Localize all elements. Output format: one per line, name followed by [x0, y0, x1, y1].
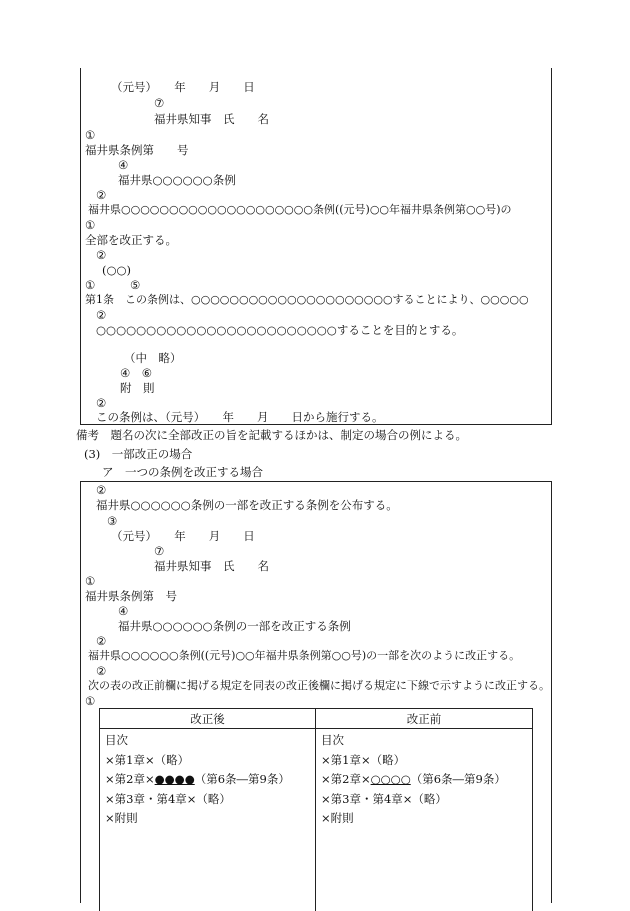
box2-mark-2a: ②	[96, 483, 106, 497]
after-supplementary: ×附則	[105, 809, 315, 829]
box1-mark-2d: ②	[96, 396, 106, 410]
box2-right-border	[551, 481, 552, 903]
box2-ordinance-title: 福井県○○○○○○条例の一部を改正する条例	[118, 619, 351, 633]
before-chapter-2	[321, 770, 532, 790]
after-chapter-2-prefix: ×第2章×	[105, 772, 155, 786]
box1-supplementary-heading: 附 則	[120, 381, 155, 395]
box1-article1-line2: ○○○○○○○○○○○○○○○○○○○○○○○○することを目的とする。	[96, 323, 463, 337]
box1-left-border	[80, 68, 81, 424]
box2-mark-3: ③	[107, 514, 117, 528]
revision-comparison-table	[99, 708, 533, 911]
header-before-revision: 改正前	[316, 709, 533, 729]
box1-mark-2a: ②	[96, 188, 106, 202]
box1-mark-7: ⑦	[154, 96, 164, 110]
box1-mark-1c: ①	[85, 278, 95, 292]
after-chapter-2-suffix: （第6条―第9条）	[195, 772, 290, 786]
box1-article-caption: (○○)	[102, 263, 131, 277]
box1-mark-4: ④	[118, 158, 128, 172]
box1-mark-4-6: ④ ⑥	[120, 366, 152, 380]
box1-governor-name: 福井県知事 氏 名	[154, 112, 269, 126]
after-chapter-2-underlined-title: ●●●●	[155, 772, 195, 786]
box2-mark-1a: ①	[85, 574, 95, 588]
before-chapter-3-4: ×第3章・第4章×（略）	[321, 790, 532, 810]
box1-ordinance-number: 福井県条例第 号	[85, 143, 189, 157]
box1-ordinance-title: 福井県○○○○○○条例	[118, 173, 236, 187]
box1-mark-1b: ①	[85, 218, 95, 232]
box1-bottom-border	[80, 424, 552, 425]
before-chapter-1: ×第1章×（略）	[321, 751, 532, 771]
box2-mark-2c: ②	[96, 664, 106, 678]
table-body-row	[100, 729, 533, 911]
before-revision-column	[316, 729, 533, 911]
section-3a-heading: ア 一つの条例を改正する場合	[102, 465, 263, 479]
box2-mark-7: ⑦	[154, 544, 164, 558]
before-chapter-2-prefix: ×第2章×	[321, 772, 371, 786]
box2-era-line: （元号） 年 月 日	[111, 529, 255, 543]
box1-mark-2c: ②	[96, 308, 106, 322]
after-toc: 目次	[105, 731, 315, 751]
box1-right-border	[551, 68, 552, 424]
box1-mark-1a: ①	[85, 128, 95, 142]
box2-partial-revision-line: 福井県○○○○○○条例((元号)○○年福井県条例第○○号)の一部を次のように改正する。	[88, 649, 520, 663]
box2-left-border	[80, 481, 81, 903]
before-supplementary: ×附則	[321, 809, 532, 829]
header-after-revision: 改正後	[100, 709, 316, 729]
box1-article1-line1: 第1条 この条例は、○○○○○○○○○○○○○○○○○○○○○することにより、○○○○○	[85, 293, 529, 307]
box1-mark-2b: ②	[96, 248, 106, 262]
after-chapter-2	[105, 770, 315, 790]
before-toc: 目次	[321, 731, 532, 751]
box2-top-border	[80, 481, 552, 482]
section-3-heading: (3) 一部改正の場合	[84, 447, 192, 461]
after-revision-column	[100, 729, 316, 911]
box1-era-line: （元号） 年 月 日	[111, 80, 255, 94]
box2-promulgation: 福井県○○○○○○条例の一部を改正する条例を公布する。	[96, 498, 398, 512]
before-chapter-2-suffix: （第6条―第9条）	[411, 772, 506, 786]
before-chapter-2-underlined-title: ○○○○	[371, 772, 411, 786]
after-chapter-3-4: ×第3章・第4章×（略）	[105, 790, 315, 810]
box1-mark-5: ⑤	[130, 278, 140, 292]
box1-enforcement-clause: この条例は、（元号） 年 月 日から施行する。	[96, 410, 384, 424]
box1-full-revision-end: 全部を改正する。	[85, 233, 177, 247]
after-chapter-1: ×第1章×（略）	[105, 751, 315, 771]
box2-mark-4: ④	[118, 604, 128, 618]
table-header-row	[100, 709, 533, 729]
box2-mark-2b: ②	[96, 634, 106, 648]
box1-full-revision-line: 福井県○○○○○○○○○○○○○○○○○○○○条例((元号)○○年福井県条例第○○号)の	[88, 203, 512, 217]
box2-table-instruction: 次の表の改正前欄に掲げる規定を同表の改正後欄に掲げる規定に下線で示すように改正する。	[88, 679, 550, 693]
box1-omitted: （中 略）	[124, 351, 182, 365]
box2-governor-name: 福井県知事 氏 名	[154, 559, 269, 573]
box2-ordinance-number: 福井県条例第 号	[85, 589, 177, 603]
box2-mark-1b: ①	[85, 694, 95, 708]
remarks-note: 備考 題名の次に全部改正の旨を記載するほかは、制定の場合の例による。	[76, 428, 467, 442]
